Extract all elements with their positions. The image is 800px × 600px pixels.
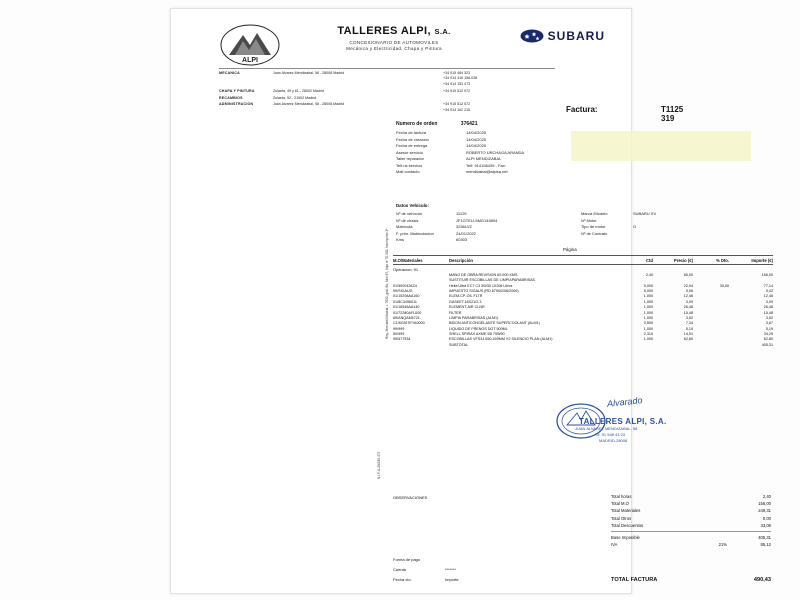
field-row xyxy=(396,237,497,244)
item-description: ELEMENT-AIR CLNR xyxy=(449,305,485,310)
order-number: 376421 xyxy=(460,121,478,127)
item-qty: 1,000 xyxy=(643,315,653,320)
item-qty: 5,000 xyxy=(643,289,653,294)
item-amount: 0,42 xyxy=(765,289,773,294)
field-row xyxy=(396,211,497,218)
company-brand xyxy=(289,25,499,51)
item-qty: 1,000 xyxy=(643,337,653,342)
item-amount: 3,52 xyxy=(765,315,773,320)
vehicle-section-title: Datos Vehículo: xyxy=(396,203,429,208)
order-field-label: Taller reparador xyxy=(396,156,425,162)
item-amount: 26,46 xyxy=(763,305,773,310)
field-row xyxy=(396,231,497,238)
contact-dept: CHAPA Y PINTURA xyxy=(219,88,255,93)
observaciones-label: OBSERVACIONES xyxy=(393,495,428,500)
totals-row xyxy=(611,500,771,507)
item-description: FILTER xyxy=(449,310,462,315)
order-field-value: 14/04/2025 xyxy=(466,130,487,135)
item-price: 5,19 xyxy=(685,326,693,331)
contact-dept: RECAMBIOS xyxy=(219,95,243,100)
totals-value: 85,12 xyxy=(760,542,771,548)
col-dto: % Dto. xyxy=(715,257,729,263)
item-description: GASKET,16X21/2,3 xyxy=(449,299,482,304)
totals-label: Total Otros xyxy=(611,515,632,521)
totals-row xyxy=(611,515,771,522)
order-field-value: mendizabal@alpisa.net xyxy=(466,169,508,175)
item-material: 99/577934 xyxy=(393,337,411,342)
item-qty: 0,500 xyxy=(643,321,653,326)
item-material: 01/16546AA140 xyxy=(393,305,420,310)
vehicle-field-label: Nº de vehículo xyxy=(396,211,422,216)
item-amount: 15,48 xyxy=(763,310,773,315)
invoice-sheet xyxy=(170,8,773,594)
vehicle-field-value: G xyxy=(633,224,637,230)
vehicle-field-value: 60303 xyxy=(456,237,468,243)
field-row xyxy=(396,169,524,176)
order-title: Numero de orden xyxy=(396,121,438,127)
item-price: 26,46 xyxy=(683,305,693,310)
totals-rate xyxy=(701,494,731,499)
subaru-brand xyxy=(520,29,605,43)
page-label: Página xyxy=(563,247,577,252)
contact-row xyxy=(219,96,549,103)
item-amount: 3,67 xyxy=(765,321,773,326)
item-price: 3,09 xyxy=(685,299,693,304)
item-price: 12,46 xyxy=(683,294,693,299)
item-description: ELEM-CP-OIL FLTR xyxy=(449,294,483,299)
totals-value: 156,00 xyxy=(758,501,771,507)
order-field-label: Asesor servicio xyxy=(396,149,424,155)
contact-row xyxy=(219,71,549,89)
totals-row xyxy=(611,522,771,529)
item-qty: 1,000 xyxy=(643,305,653,310)
vehicle-field-label: Tipo de motor xyxy=(581,224,606,230)
contact-block xyxy=(219,71,549,115)
header-divider xyxy=(219,68,555,69)
item-price: 7,34 xyxy=(685,321,693,326)
order-field-value: ALPI MENDIZABAL xyxy=(466,156,502,162)
vehicle-field-value xyxy=(633,218,656,225)
item-price: 22,04 xyxy=(683,283,693,288)
item-qty: 1,000 xyxy=(643,294,653,299)
company-name: TALLERES ALPI, xyxy=(337,25,431,37)
order-fields xyxy=(396,130,696,176)
item-amount: 62,80 xyxy=(763,337,773,342)
field-row xyxy=(396,150,524,157)
signature: Alvarado xyxy=(606,395,643,409)
contact-phones: +34 915 512 572 xyxy=(443,88,471,93)
contact-dept: ADMINISTRACION xyxy=(219,102,254,107)
subaru-wordmark: SUBARU xyxy=(547,29,605,43)
vehicle-field-label: F. prim. Matriculacion xyxy=(396,230,434,236)
item-discount: 30,00 xyxy=(719,283,729,288)
contact-row xyxy=(219,89,549,96)
totals-row xyxy=(611,541,771,548)
totals-divider xyxy=(611,531,771,532)
vehicle-field-value: 11129 xyxy=(456,211,467,216)
grand-total-value: 490,43 xyxy=(753,577,771,583)
item-material: 99/SIGAUG xyxy=(393,289,413,294)
contact-address: Zulaeta, 52 - 21902 Madrid xyxy=(273,95,317,100)
totals-rate xyxy=(701,535,731,540)
totals-row xyxy=(611,507,771,514)
operation-label: Operacion: 91 xyxy=(393,267,419,272)
item-amount: 3,09 xyxy=(765,299,773,304)
field-row xyxy=(396,137,524,144)
item-price: 65,00 xyxy=(683,273,693,277)
order-field-value: ROBERTO URCHAGA ARANDA xyxy=(466,149,525,155)
invoice-number: T1125 319 xyxy=(661,105,684,123)
order-field-label: Fecha de factura xyxy=(396,130,427,135)
item-description: SUBTOTAL xyxy=(449,342,469,347)
contact-address: Zulaeta, 49 y 61 - 28002 Madrid xyxy=(273,88,324,93)
company-line2: CONCESIONARIO DE AUTOMOVILES xyxy=(349,40,439,45)
contact-address: Juan Alvarez Mendizabal, 58 - 28008 Madrid xyxy=(273,102,345,107)
totals-value: 405,31 xyxy=(758,535,771,541)
vehicle-field-value: 24/01/2022 xyxy=(456,230,477,236)
order-field-value: 14/04/2025 xyxy=(466,143,487,149)
vehicle-field-label: Nº de chasis xyxy=(396,217,419,223)
contact-address: Juan Alvarez Mendizabal, 58 - 28008 Madrid xyxy=(273,71,345,75)
col-importe: Importe (€) xyxy=(751,257,773,263)
totals-label: Total Materiales xyxy=(611,508,641,514)
item-discount xyxy=(693,343,729,348)
item-material: 01/15208AA160 xyxy=(393,294,420,299)
item-description: LIMPIA PARABRISAS (ALM1) xyxy=(449,315,499,320)
item-description: Hella Ultra EC7 C3 5W30 1X20lt Litros xyxy=(449,283,513,288)
totals-value: 0,00 xyxy=(762,515,771,521)
totals-rate xyxy=(701,501,731,506)
svg-text:ALPI: ALPI xyxy=(242,57,258,64)
item-price: 3,52 xyxy=(685,315,693,320)
field-row xyxy=(396,130,524,137)
company-line3: Mecánica y Electricidad, Chapa y Pintura xyxy=(346,46,442,51)
table-row xyxy=(393,343,773,348)
field-row xyxy=(396,163,524,170)
col-precio: Precio (€) xyxy=(673,257,693,263)
col-material: M.O/Materiales xyxy=(393,257,423,263)
totals-row xyxy=(611,493,771,500)
vehicle-field-label: Matrícula xyxy=(396,224,413,230)
field-row xyxy=(581,211,656,218)
item-material: 01/72280AFL000 xyxy=(393,310,422,315)
item-qty: 1,000 xyxy=(643,326,653,331)
item-amount: 77,14 xyxy=(763,283,773,288)
item-amount: 5,19 xyxy=(765,326,773,331)
item-amount: 34,25 xyxy=(763,331,773,336)
field-row xyxy=(396,218,497,225)
totals-label: Total Descuentos xyxy=(611,522,644,528)
company-suffix: S.A. xyxy=(434,27,451,36)
items-table xyxy=(393,255,773,348)
item-material: 69/ANQAM5721 xyxy=(393,315,420,320)
contact-phones: +34 915 484 323 +34 914 416 156-038 +34 914 153 473 xyxy=(443,71,478,86)
order-header xyxy=(396,121,477,127)
item-qty: 2,40 xyxy=(645,273,653,277)
order-field-label: Mail contacto xyxy=(396,169,420,175)
item-description: MANO DE OBRA REVISION 60.000 KMS. xyxy=(449,273,519,277)
totals-rate xyxy=(701,523,731,528)
side-note-nif: N.I.F. A-28/235.472 xyxy=(377,451,381,479)
totals-block xyxy=(611,493,771,548)
cuenta-value: ******* xyxy=(445,567,456,572)
grand-total-row xyxy=(611,577,771,583)
vehicle-field-value: JF1GTELL5MG145894 xyxy=(456,217,498,223)
totals-label: Total M.O xyxy=(611,501,629,507)
vehicle-field-label: Nº de Contrato xyxy=(581,230,608,236)
vehicle-field-value: 3256LVZ xyxy=(456,224,472,230)
vehicle-field-label: Marca /Modelo xyxy=(581,211,608,216)
item-qty: 1,000 xyxy=(643,310,653,315)
stamp-line-1: TALLERES ALPI, S.A. xyxy=(579,417,667,426)
totals-value: 2,40 xyxy=(762,494,771,500)
totals-value: 249,31 xyxy=(758,508,771,514)
vehicle-fields-left xyxy=(396,211,576,244)
item-qty: 2,310 xyxy=(643,331,653,336)
forma-pago-label: Forma de pago xyxy=(393,557,421,562)
items-table-header xyxy=(393,255,773,265)
fecha-vto-label: Fecha vto. xyxy=(393,577,412,582)
item-description: SUSTITUIR ESCOBILLAS DE LIMPIAPARABRISAS xyxy=(449,278,535,283)
field-row xyxy=(396,143,524,150)
item-description: IMPUESTO SIGAUS (RD 679/02/06/2006) xyxy=(449,289,519,294)
field-row xyxy=(581,224,656,231)
item-amount: 405,31 xyxy=(761,342,773,347)
totals-rate: 21% xyxy=(718,542,727,548)
totals-rate xyxy=(701,508,731,513)
field-row xyxy=(581,231,656,238)
stamp-line-4: MADRID-28008 xyxy=(599,438,628,443)
invoice-label: Factura: xyxy=(566,105,598,114)
item-description: LIQUIDO DE FRENOS DOT 500ML xyxy=(449,326,508,331)
totals-label: Base Imponible xyxy=(611,535,640,541)
vehicle-field-label: Nº Motor xyxy=(581,217,597,223)
stamp-line-2: JUAN ALVAREZ MENDIZABAL, 58 xyxy=(575,426,638,431)
contact-phones xyxy=(443,96,549,103)
item-description: BIDON ANTICONGELANTE SUPERCOOLANT (ALM1) xyxy=(449,321,540,326)
item-material: 01/5000426Z4 xyxy=(393,283,417,288)
totals-rate xyxy=(701,516,731,521)
field-row xyxy=(581,218,656,225)
cuenta-label: Cuenta xyxy=(393,567,406,572)
contact-dept: MECANICA xyxy=(219,71,240,75)
item-price xyxy=(653,343,693,348)
item-price: 62,80 xyxy=(683,337,693,342)
order-field-label: Telf.ns servicio xyxy=(396,162,423,168)
totals-label: IVA xyxy=(611,542,618,548)
subaru-star-icon xyxy=(520,29,544,43)
item-price: 0,06 xyxy=(685,289,693,294)
stamp-line-3: Tlf. 91 548 43 23 xyxy=(595,432,626,437)
item-qty: 1,000 xyxy=(643,299,653,304)
grand-total-label: TOTAL FACTURA xyxy=(611,577,658,583)
item-description: ESCOBILLAS VFS34 650-400MM X2 SILENCIO PLAN (ALM1) xyxy=(449,337,553,342)
field-row xyxy=(396,224,497,231)
vehicle-field-value xyxy=(633,231,656,238)
fecha-vto-value: Importe xyxy=(445,577,459,582)
vehicle-field-label: Kms xyxy=(396,237,404,243)
col-descripcion: Descripción xyxy=(449,257,473,263)
order-field-label: Fecha de creación xyxy=(396,136,429,142)
item-material xyxy=(393,343,449,348)
item-amount: 12,46 xyxy=(763,294,773,299)
company-stamp xyxy=(549,391,729,471)
vehicle-field-value: SUBARU XV xyxy=(633,211,657,216)
order-field-value: 14/04/2025 xyxy=(466,136,487,142)
item-qty: 5,000 xyxy=(643,283,653,288)
field-row xyxy=(396,156,524,163)
item-material: C1/K0267EYA0000 xyxy=(393,321,425,326)
payment-block xyxy=(393,557,563,587)
side-note-registry: Reg. Mercantil Madrid, t. 7632, gral. 6b, folio 87, hoja nº 70.902, Inscripción 1ª xyxy=(385,228,389,339)
item-qty xyxy=(619,343,653,348)
item-material: 50/999 xyxy=(393,331,405,336)
item-amount: 156,00 xyxy=(761,273,773,277)
col-ctd: Ctd xyxy=(646,257,653,263)
vehicle-fields-right xyxy=(581,211,741,237)
contact-row xyxy=(219,102,549,114)
item-price: 14,91 xyxy=(683,331,693,336)
contact-phones: +34 915 512 572 +34 914 162 215 xyxy=(443,102,471,112)
alpi-logo xyxy=(219,23,281,67)
totals-value: 33,06 xyxy=(760,522,771,528)
order-field-label: Fecha de entrega xyxy=(396,143,428,149)
totals-row xyxy=(611,534,771,541)
item-material: 01/8C3496011 xyxy=(393,299,417,304)
item-material: 99/999 xyxy=(393,326,405,331)
order-field-value: Telf: 914156439 - Fax: xyxy=(466,162,506,168)
item-description: SHELL SPIRAX AXME 5B 75W90 xyxy=(449,331,505,336)
item-price: 15,48 xyxy=(683,310,693,315)
totals-label: Total horas xyxy=(611,494,632,500)
